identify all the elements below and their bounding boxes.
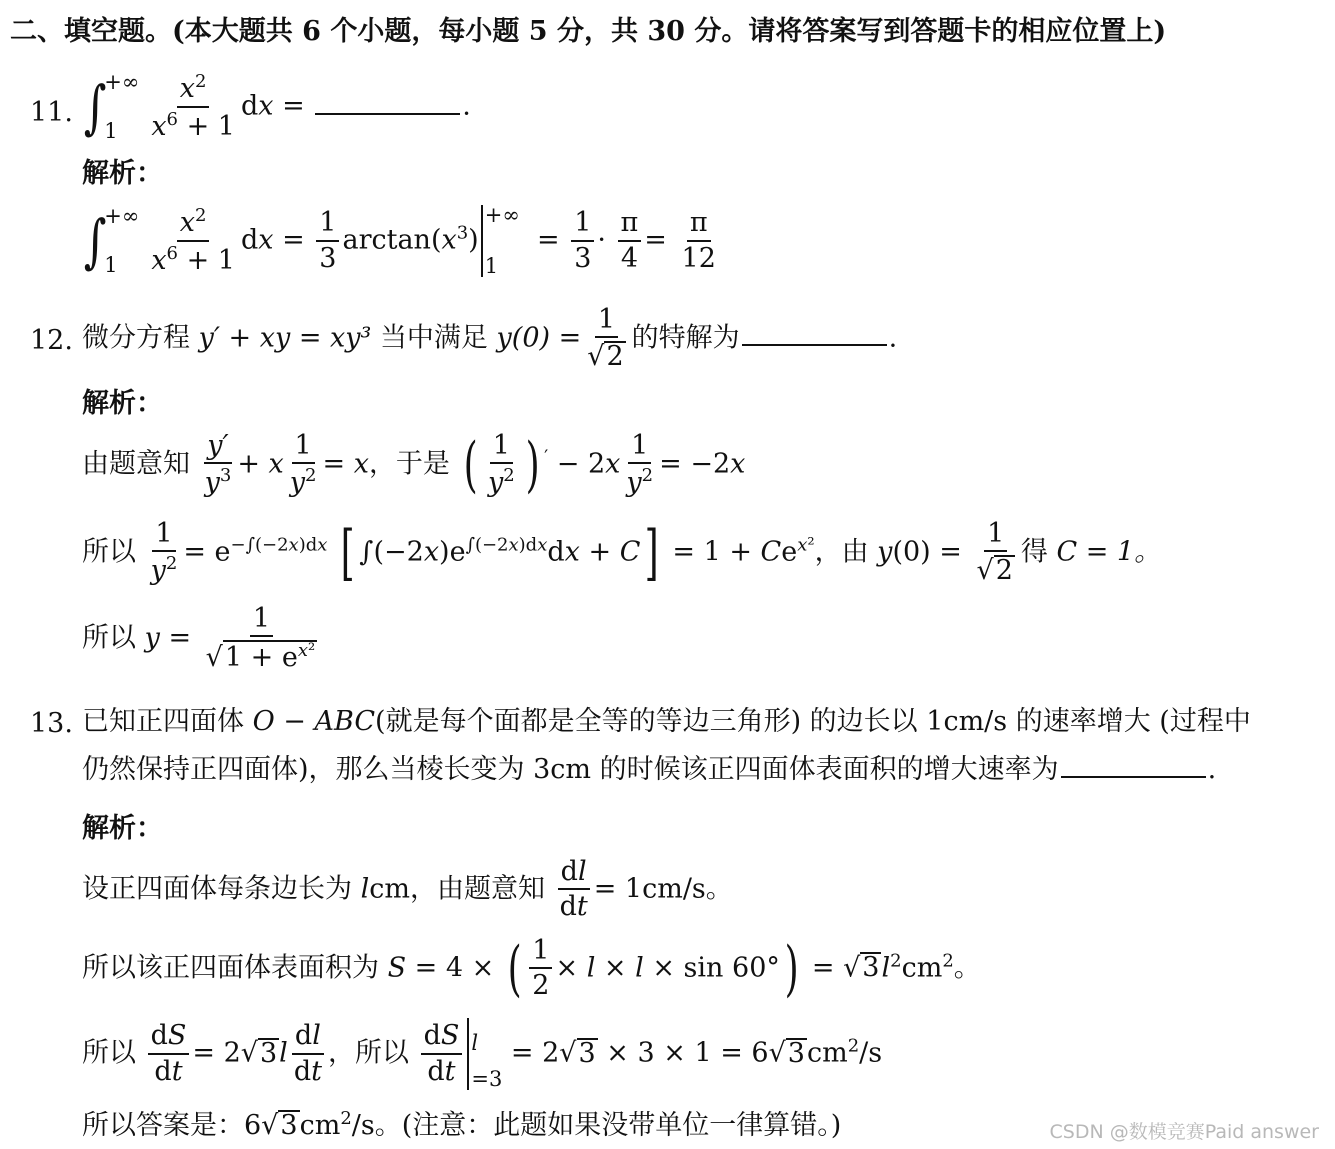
- problem-13-solution-line3: 所以 $\frac{dS}{dt}$ = 2√3l $\frac{dl}{dt}$ ，所以 $\frac{dS}{dt}$ l $=3 = 2√3 \times 3 \times 1 = 6√3cm^2/s$: [82, 1018, 882, 1090]
- problem-11-statement: ∫ +∞ 1 $\frac{x^2}{x^6 + 1}$ dx = .: [83, 70, 471, 143]
- problem-12-solution-line3: 所以 y = $\frac{1}{√1 + e^{x^2}}$: [82, 603, 316, 674]
- p12-equation: y′ + xy = xy³: [198, 322, 372, 354]
- watermark: CSDN @数模竞赛Paid answer: [1049, 1121, 1319, 1143]
- problem-13-solution-line2: 所以该正四面体表面积为 S = 4 × ( $\frac{1}{2}$ × $l \times l \times \sin 60^\circ) = √3l^2cm^2$。: [82, 933, 981, 1004]
- problem-12-solution-line1: 由题意知 $\frac{y'}{y^3}$ + x $\frac{1}{y^2}$ = x，于是 ( $\frac{1}{y^2}$ ) ′ − 2x $\frac{1}{y^2}$ = −2x: [82, 429, 746, 500]
- problem-13-number: 13.: [30, 708, 73, 739]
- problem-13-solution-line4: 所以答案是：$6√3cm^2/s$。(注意：此题如果没带单位一律算错。): [82, 1108, 842, 1141]
- p12-suffix: 的特解为: [631, 322, 740, 354]
- analysis-label-13: 解析：: [82, 813, 163, 844]
- p12-mid: 当中满足: [379, 322, 488, 354]
- problem-12-solution-line2: 所以 $\frac{1}{y^2}$ = $e^{-\int(-2x)dx}$ [ $\int(-2x)e^{\int(-2x)dx}dx + C] = 1 + Ce^{x^2}$，由 y(0) = $\frac{1}{√2}$ 得 C = 1。: [82, 517, 1162, 588]
- problem-11-solution: ∫ +∞ 1 $\frac{x^2}{x^6 + 1}$ dx = $\frac{1}{3}$ $\arctan(x^3)$ +∞ 1 = $\frac{1}{3}$ · $\frac{\pi}{4}$ = $\frac{\pi}{12}$: [83, 203, 716, 278]
- problem-13-statement-line1: 已知正四面体 O − ABC(就是每个面都是全等的等边三角形) 的边长以 1cm/s 的速率增大 (过程中: [82, 706, 1251, 737]
- p12-prefix: 微分方程: [82, 322, 190, 354]
- analysis-label-12: 解析：: [82, 388, 163, 419]
- problem-11-number: 11.: [30, 97, 73, 128]
- p12-cond: y(0) =: [496, 322, 582, 354]
- problem-13-statement-line2: 仍然保持正四面体)，那么当棱长变为 3cm 的时候该正四面体表面积的增大速率为 .: [82, 754, 1217, 785]
- problem-13-solution-line1: 设正四面体每条边长为 lcm，由题意知 $\frac{dl}{dt}$ = 1cm/s。: [82, 856, 733, 923]
- problem-12-number: 12.: [30, 325, 73, 356]
- section-heading: 二、填空题。(本大题共 6 个小题，每小题 5 分，共 30 分。请将答案写到答题卡的相应位置上): [10, 16, 1167, 47]
- analysis-label-11: 解析：: [82, 158, 163, 189]
- problem-12-statement: 微分方程 y′ + xy = xy³ 当中满足 y(0) = $\frac{1}{√2}$ 的特解为 .: [82, 304, 898, 373]
